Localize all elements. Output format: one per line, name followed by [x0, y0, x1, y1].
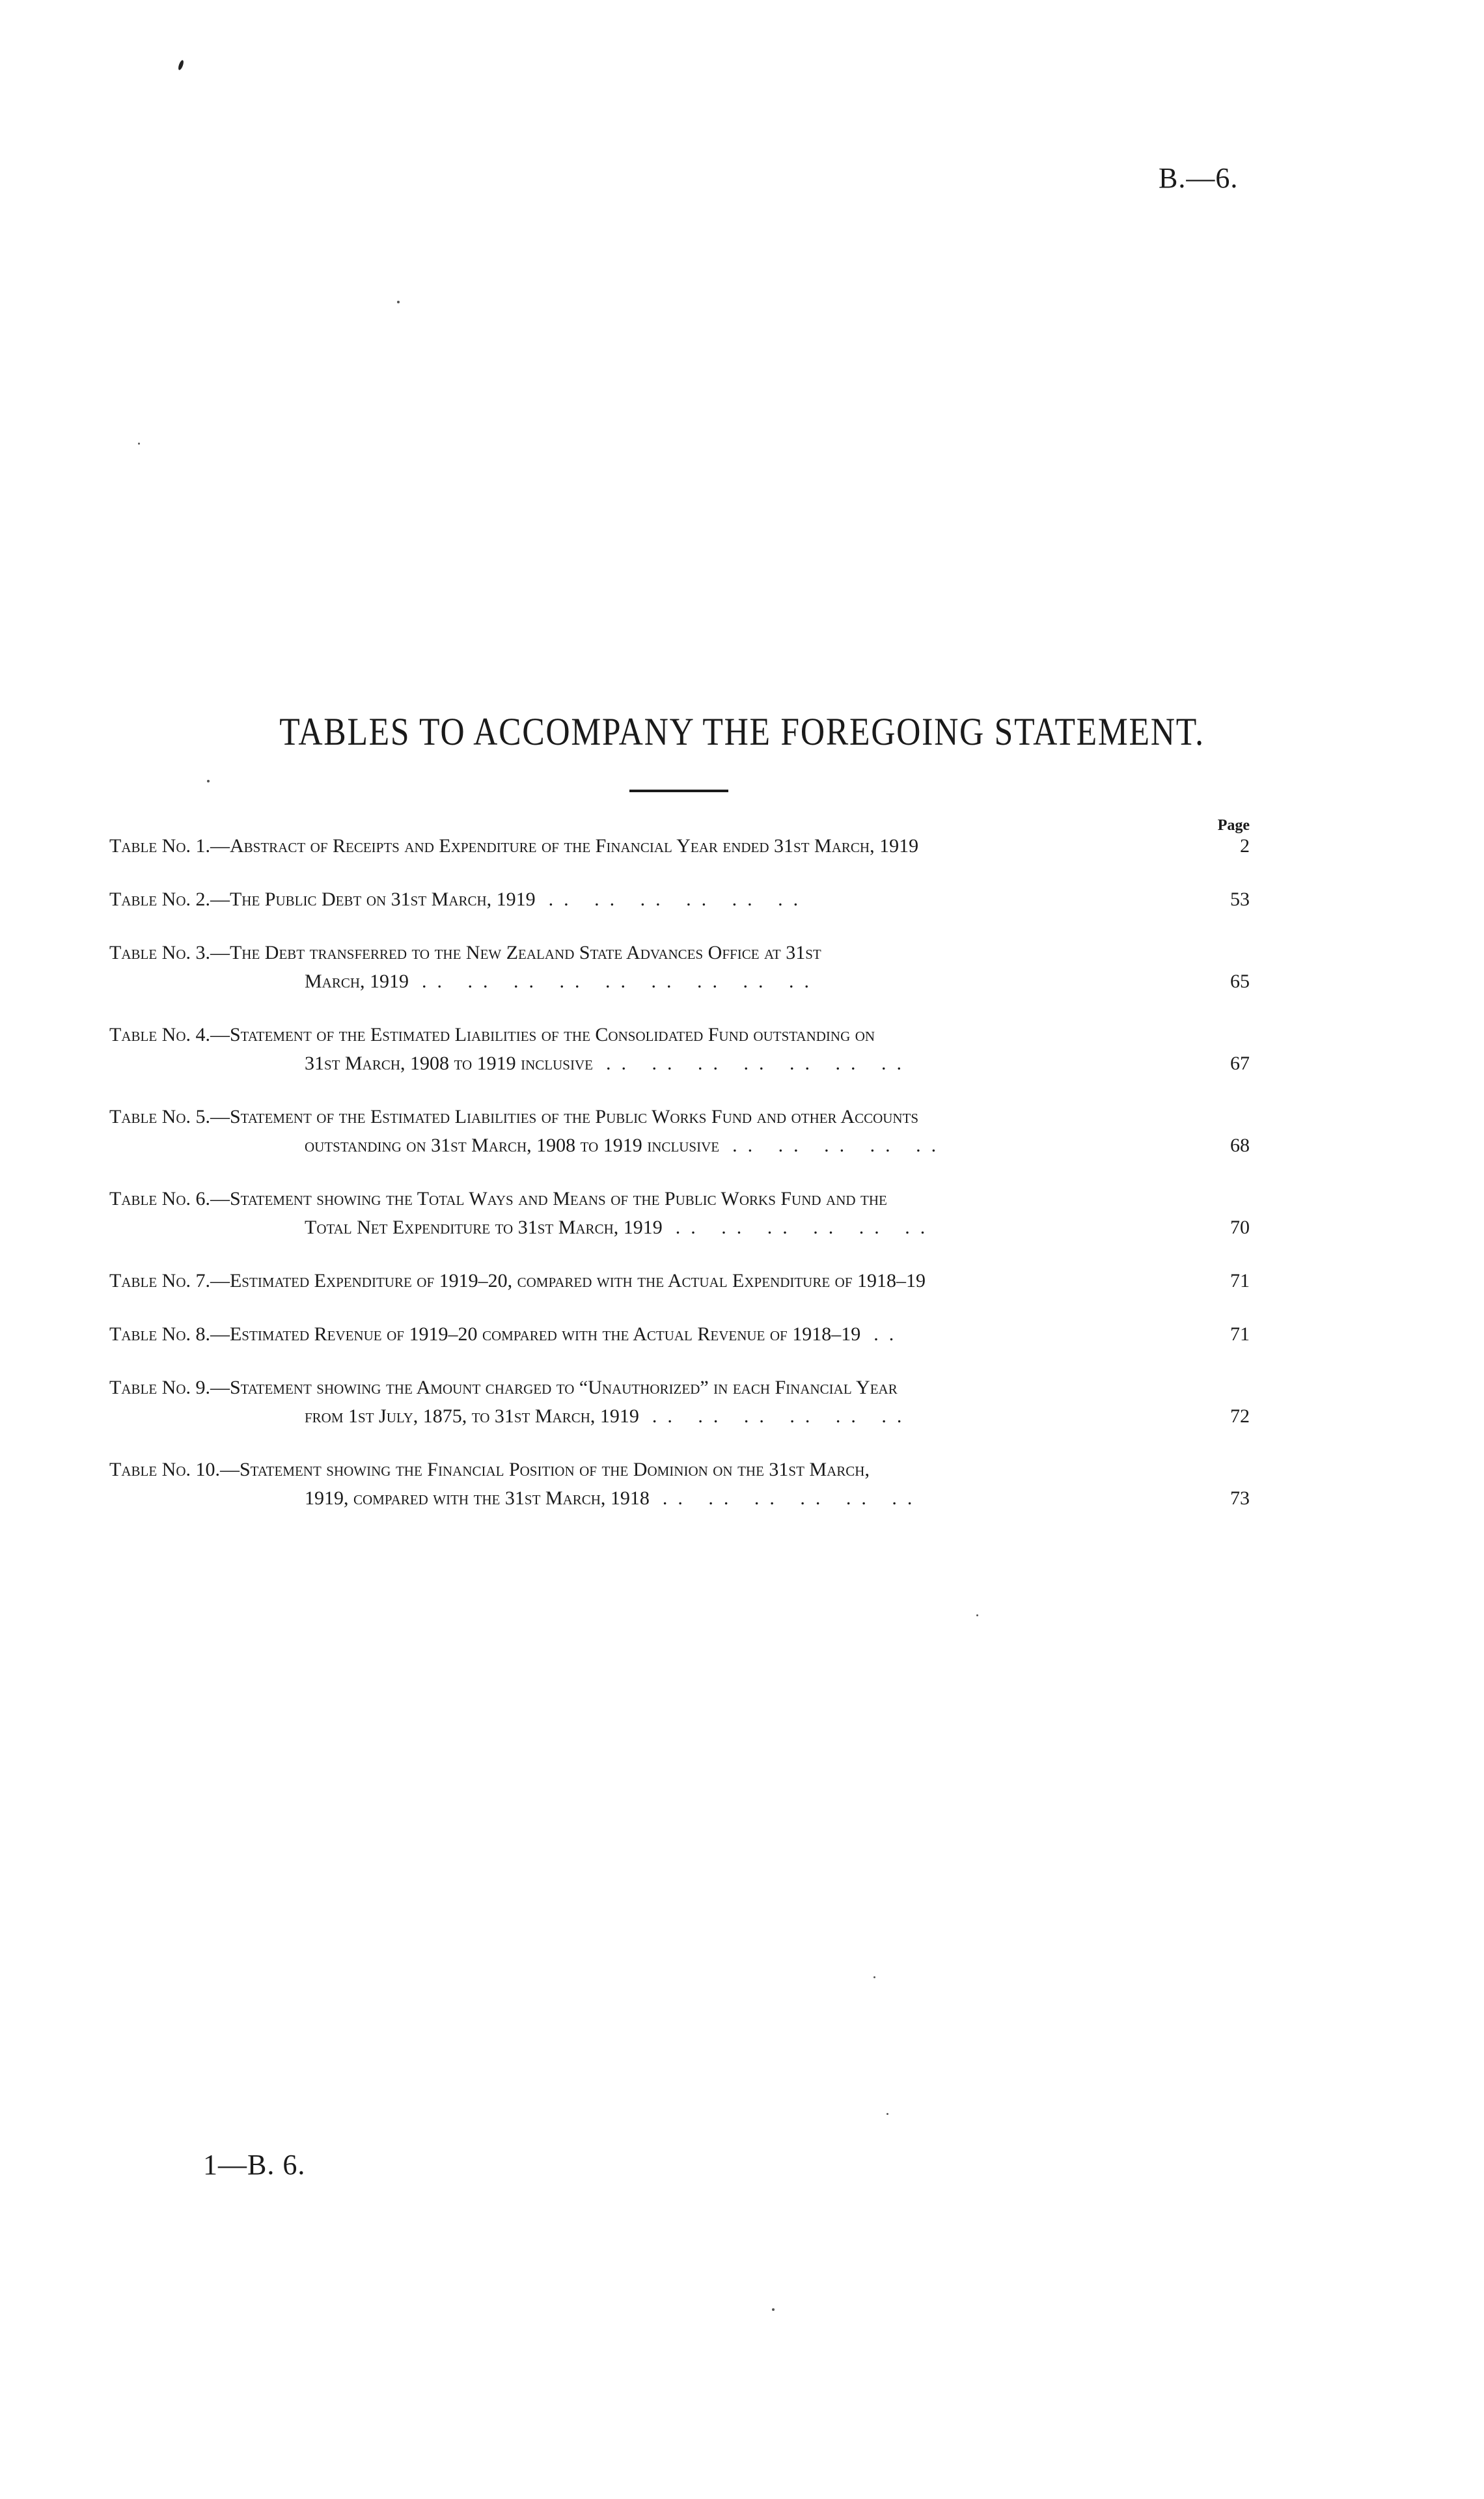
entry-page: 70	[1230, 1217, 1250, 1238]
contents-entry-10	[109, 1456, 1250, 1513]
entry-title-continued: 1919, compared with the 31st March, 1918	[305, 1487, 650, 1509]
entry-number: Table No. 4.	[109, 1024, 210, 1045]
entry-number: Table No. 2.	[109, 889, 210, 910]
scan-speck	[886, 2113, 888, 2115]
entry-number: Table No. 7.	[109, 1270, 210, 1291]
entry-number: Table No. 9.	[109, 1377, 210, 1398]
scan-speck	[138, 443, 140, 445]
scan-speck	[976, 1614, 978, 1616]
title-rule	[629, 790, 728, 792]
contents-entry-9	[109, 1374, 1250, 1431]
entry-number: Table No. 3.	[109, 942, 210, 963]
contents-entry-1	[109, 832, 1250, 861]
entry-page: 67	[1230, 1053, 1250, 1074]
leader-dots: .. .. .. .. .. ..	[662, 1487, 923, 1509]
entry-title: —Estimated Revenue of 1919–20 compared with the Actual Revenue of 1918–19	[210, 1323, 861, 1345]
entry-number: Table No. 1.	[109, 835, 210, 857]
contents-entry-4	[109, 1021, 1250, 1078]
entry-title: —Statement showing the Total Ways and Means of the Public Works Fund and the	[210, 1188, 887, 1209]
entry-page: 72	[1230, 1405, 1250, 1427]
entry-title: —Estimated Expenditure of 1919–20, compared with the Actual Expenditure of 1918–19	[210, 1270, 926, 1291]
leader-dots: ..	[873, 1323, 905, 1345]
scan-speck	[397, 301, 400, 303]
contents-entry-5	[109, 1103, 1250, 1160]
leader-dots: .. .. .. .. ..	[732, 1135, 947, 1156]
table-of-contents	[109, 832, 1250, 1513]
entry-page: 2	[1240, 835, 1250, 857]
entry-title: —Abstract of Receipts and Expenditure of the Financial Year ended 31st March, 1919	[210, 835, 919, 857]
entry-number: Table No. 8.	[109, 1323, 210, 1345]
entry-title-continued: from 1st July, 1875, to 31st March, 1919	[305, 1405, 639, 1427]
entry-title: —Statement showing the Amount charged to “Unauthorized” in each Financial Year	[210, 1377, 898, 1398]
entry-title: —Statement of the Estimated Liabilities of the Consolidated Fund outstanding on	[210, 1024, 875, 1045]
entry-title-continued: outstanding on 31st March, 1908 to 1919 inclusive	[305, 1135, 720, 1156]
contents-entry-3	[109, 939, 1250, 996]
scan-speck	[177, 59, 184, 70]
page-title: TABLES TO ACCOMPANY THE FOREGOING STATEMENT.	[279, 710, 1205, 753]
leader-dots: .. .. .. .. .. ..	[548, 889, 809, 910]
scan-speck	[772, 2308, 775, 2311]
leader-dots: .. .. .. .. .. .. .. .. ..	[422, 971, 820, 992]
entry-number: Table No. 5.	[109, 1106, 210, 1127]
contents-entry-2	[109, 885, 1250, 914]
entry-number: Table No. 10.	[109, 1459, 220, 1480]
entry-page: 71	[1230, 1270, 1250, 1291]
entry-page: 68	[1230, 1135, 1250, 1156]
entry-page: 71	[1230, 1323, 1250, 1345]
entry-title: —Statement of the Estimated Liabilities of the Public Works Fund and other Accounts	[210, 1106, 919, 1127]
entry-page: 53	[1230, 889, 1250, 910]
document-code-header: B.—6.	[1159, 162, 1239, 194]
leader-dots: .. .. .. .. .. .. ..	[605, 1053, 912, 1074]
entry-page: 73	[1230, 1487, 1250, 1509]
contents-entry-7	[109, 1267, 1250, 1295]
entry-title: —Statement showing the Financial Position of the Dominion on the 31st March,	[219, 1459, 870, 1480]
scan-speck	[873, 1976, 875, 1978]
page-column-heading: Page	[1217, 817, 1250, 834]
entry-title: —The Debt transferred to the New Zealand State Advances Office at 31st	[210, 942, 821, 963]
entry-page: 65	[1230, 971, 1250, 992]
entry-title-continued: Total Net Expenditure to 31st March, 1919	[305, 1217, 663, 1238]
entry-title: —The Public Debt on 31st March, 1919	[210, 889, 536, 910]
leader-dots: .. .. .. .. .. ..	[652, 1405, 913, 1427]
entry-title-continued: March, 1919	[305, 971, 409, 992]
contents-entry-8	[109, 1320, 1250, 1349]
document-code-footer: 1—B. 6.	[203, 2149, 306, 2181]
contents-entry-6	[109, 1185, 1250, 1242]
entry-number: Table No. 6.	[109, 1188, 210, 1209]
scan-speck	[207, 780, 210, 782]
entry-title-continued: 31st March, 1908 to 1919 inclusive	[305, 1053, 593, 1074]
leader-dots: .. .. .. .. .. ..	[675, 1217, 936, 1238]
